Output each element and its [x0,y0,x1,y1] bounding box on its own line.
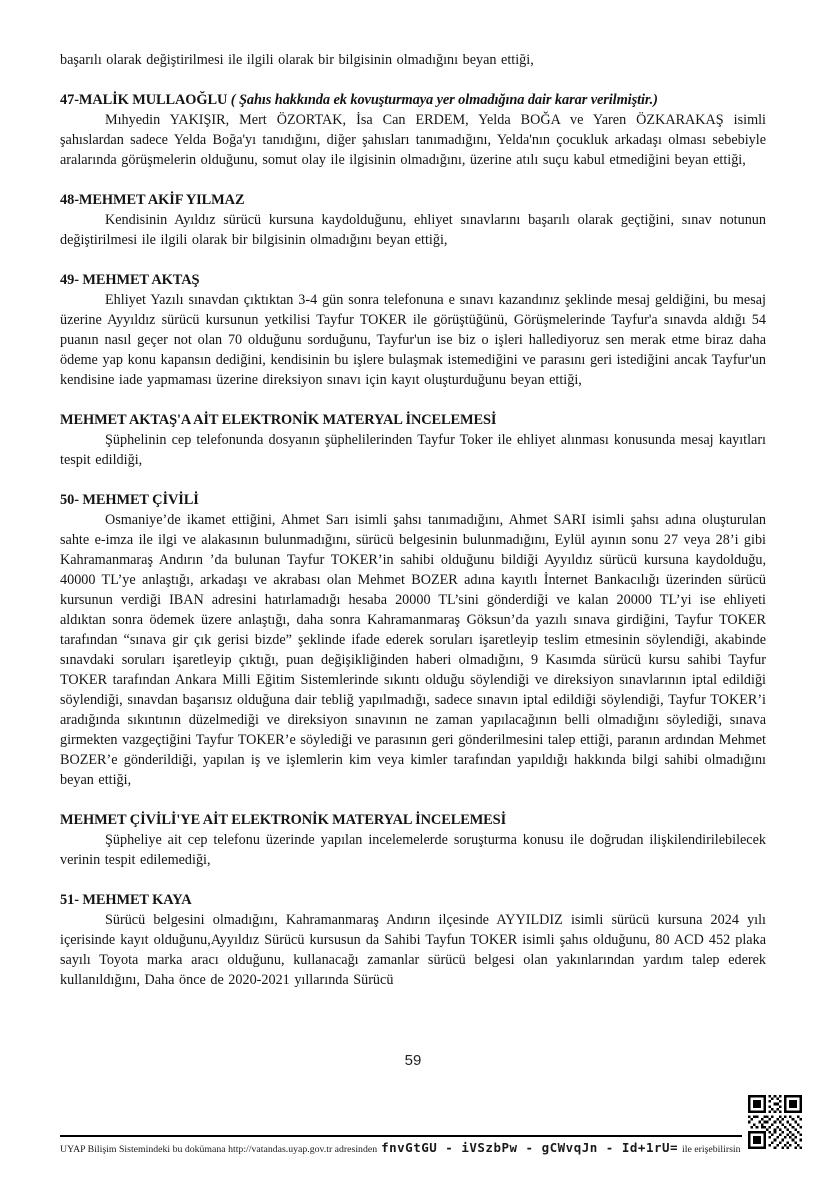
section-50-heading: 50- MEHMET ÇİVİLİ [60,492,199,508]
section-51-heading: 51- MEHMET KAYA [60,892,192,908]
page-number: 59 [404,1052,422,1069]
footer-access-code: fnvGtGU - iVSzbPw - gCWvqJn - Id+1rU= [381,1140,679,1155]
qr-code-icon [748,1095,802,1149]
paragraph-continuation: başarılı olarak değiştirilmesi ile ilgili olarak bir bilgisinin olmadığını beyan ettiği, [60,52,534,68]
aktas-electronic-review-body: Şüphelinin cep telefonunda dosyanın şüphelilerinden Tayfur Toker ile ehliyet alınması konusunda mesaj kayıtları tespit edildiği, [60,432,766,468]
civili-electronic-review-heading: MEHMET ÇİVİLİ'YE AİT ELEKTRONİK MATERYAL İNCELEMESİ [60,812,507,828]
section-48-body: Kendisinin Ayıldız sürücü kursuna kaydolduğunu, ehliyet sınavlarını başarılı olarak geçtiğini, sınav notunun değiştirilmesi ile ilgili olarak bir bilgisinin olmadığını beyan ettiği, [60,212,766,248]
section-47 [60,90,766,170]
section-51 [60,890,766,990]
footer-access-line [60,1139,742,1157]
section-aktas-electronic-review [60,410,766,470]
section-47-body: Mıhyedin YAKIŞIR, Mert ÖZORTAK, İsa Can ERDEM, Yelda BOĞA ve Yaren ÖZKARAKAŞ isimli şahıslardan sadece Yelda Boğa'yı tanıdığını, diğer şahısları tanımadığını, Yelda'nın çocukluk arkadaşı olması sebebiyle aralarında görüşmelerin olduğunu, somut olay ile ilgisinin olmadığını, üzerine atılı suçu kabul etmediğini beyan ettiği, [60,112,766,168]
section-48-heading: 48-MEHMET AKİF YILMAZ [60,192,245,208]
footer-access-suffix: ile erişebilirsin [682,1144,741,1155]
section-49 [60,270,766,390]
section-50-body: Osmaniye’de ikamet ettiğini, Ahmet Sarı isimli şahsı tanımadığını, Ahmet SARI isimli şahsı adına oluşturulan sahte e-imza ile ilgi ve alakasının bulunmadığını, sürücü belgesinin bulunmadığını, Eylül ayının sonu 27 veya 28’i gibi Kahramanmaraş Andırın ’da bulunan Tayfur TOKER’in sahibi olduğunu bildiği Ayyıldız sürücü kursuna kaydolduğu, 40000 TL’ye anlaştığı, arkadaşı ve akrabası olan Mehmet BOZER adına kayıtlı İnternet Bankacılığı üzerinden sürücü kursunun verdiği IBAN adresini hatırlamadığı hesaba 20000 TL’sini gönderdiği ve kalan 20000 TL’yi ise ehliyeti aldıktan sonra ödemek üzere anlaştığı, daha sonra Kahramanmaraş Göksun’da yazılı sınava girdiğini, Tayfur TOKER tarafından “sınava gir çık gerisi bizde” şeklinde ifade ederek soruları işaretleyip teslim etmesinin söylendiği, akabinde sınavdaki soruları işaretleyip çıktığı, puan değişikliğinden haberi olmadığını, 9 Kasımda sürücü kursu sahibi Tayfur TOKER tarafından Ankara Milli Eğitim Sistemlerinde sıkıntı olduğu söylendiği ve direksiyon sınavlarının iptal edildiği söylendiği, sınavdan başarısız olduğuna dair tebliğ yapılmadığı, sadece sınavın iptal edildiği söylendiği, Tayfur TOKER’i aradığında sıkıntının düzelmediği ve direksiyon sınavının ne zaman yapılacağının belli olmadığını söylediği, sınava girmekten vazgeçtiğini Tayfur TOKER’e söylediği ve parasının geri gönderilmesini talep ettiği, paranın ardından Mehmet BOZER’e gönderildiği, yapılan iş ve işlemlerin kim veya kimler tarafından yapıldığı hakkında bilgi sahibi olmadığını beyan ettiği, [60,512,766,788]
section-49-body: Ehliyet Yazılı sınavdan çıktıktan 3-4 gün sonra telefonuna e sınavı kazandınız şeklinde mesaj geldiğini, bu mesaj üzerine Ayyıldız sürücü kursunun yetkilisi Tayfur TOKER ile görüştüğünü, Görüşmelerinde Tayfur'a sınavda aldığı 54 puanın nasıl geçer not olan 70 olduğunu sorduğunu, Tayfur'un ise biz o işleri hallediyoruz sen merak etme biraz daha ödeme yap konu kapansın dediğini, kendisinin bu işlere bulaşmak istemediğini ve parasını geri istediğini ancak Tayfur'un kendisine iade yapmaması üzerine direksiyon sınavı için kayıt oluşturduğunu beyan ettiği, [60,292,766,388]
footer-divider [60,1135,742,1137]
section-47-note: ( Şahıs hakkında ek kovuşturmaya yer olmadığına dair karar verilmiştir.) [230,92,658,108]
section-51-body: Sürücü belgesini olmadığını, Kahramanmaraş Andırın ilçesinde AYYILDIZ isimli sürücü kursuna 2024 yılı içerisinde kayıt olduğunu,Ayyıldız Sürücü kursusun da Sahibi Tayfun TOKER isimli şahıs olduğunu, 80 ACD 452 plaka sayılı Toyota marka aracı olduğunu, kullanacağı zamanlar sürücü belgesi olan yakınlarından yardım talep ederek kullanıldığını, Daha önce de 2020-2021 yıllarında Sürücü [60,912,766,988]
section-48 [60,190,766,250]
civili-electronic-review-body: Şüpheliye ait cep telefonu üzerinde yapılan incelemelerde soruşturma konusu ile doğrudan ilişkilendirilebilecek verinin tespit edilemediği, [60,832,766,868]
aktas-electronic-review-heading: MEHMET AKTAŞ'A AİT ELEKTRONİK MATERYAL İNCELEMESİ [60,412,497,428]
document-text [60,50,766,1010]
footer-access-prefix: UYAP Bilişim Sistemindeki bu dokümana http://vatandas.uyap.gov.tr adresinden [60,1144,378,1155]
section-47-heading [60,90,766,110]
section-civili-electronic-review [60,810,766,870]
section-50 [60,490,766,790]
section-47-title: 47-MALİK MULLAOĞLU [60,92,228,108]
section-49-heading: 49- MEHMET AKTAŞ [60,272,200,288]
